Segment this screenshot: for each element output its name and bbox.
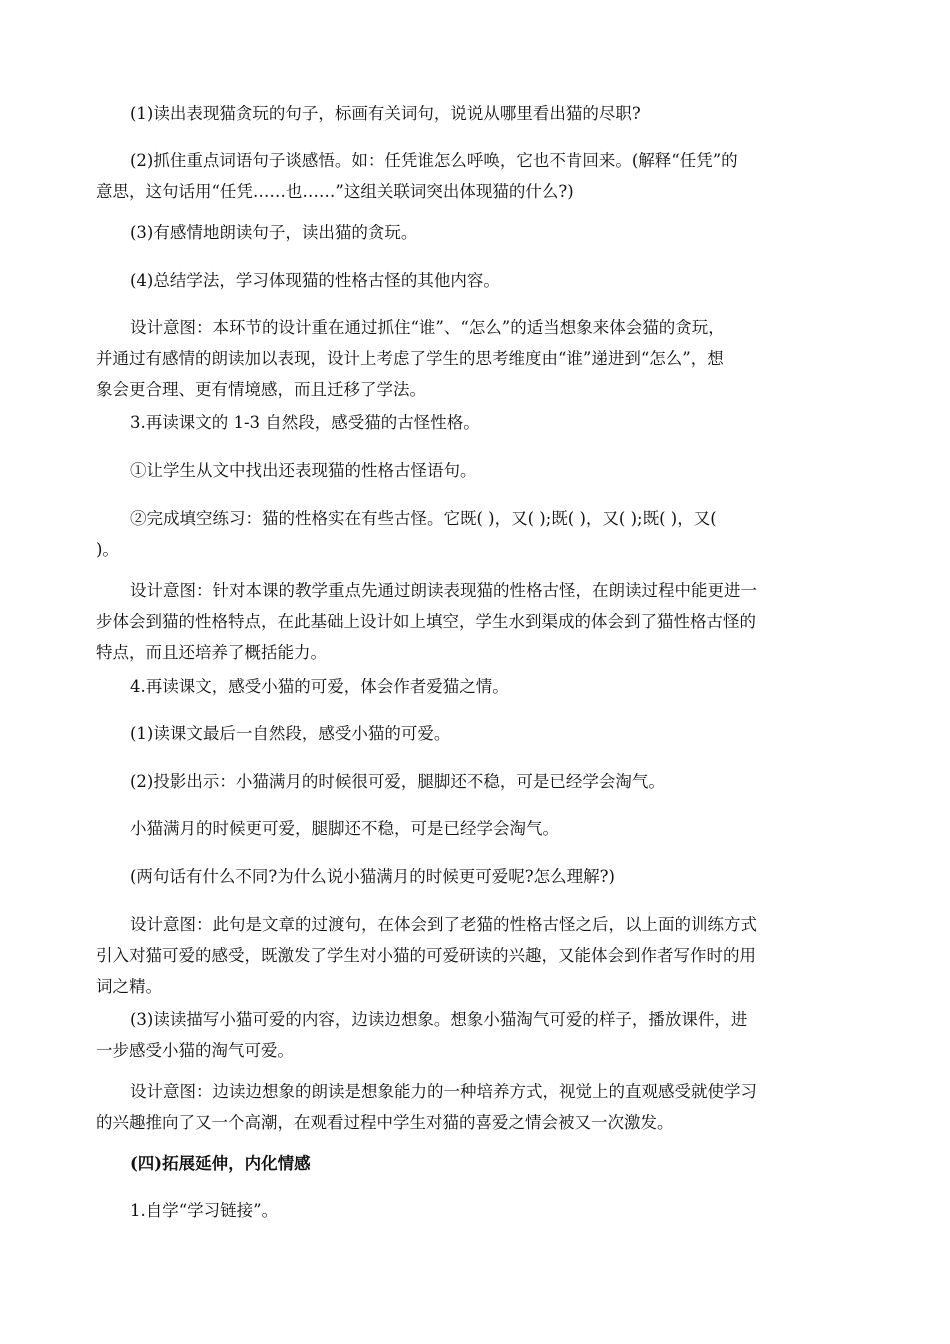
paragraph-11 (96, 718, 856, 749)
text-line: 并通过有感情的朗读加以表现，设计上考虑了学生的思考维度由“谁”递进到“怎么”，想 (96, 349, 724, 368)
section-heading (96, 1148, 856, 1179)
text-line: 意思，这句话用“任凭……也……”这组关联词突出体现猫的什么?) (96, 182, 574, 201)
paragraph-12 (96, 766, 856, 797)
text-line: 的兴趣推向了又一个高潮，在观看过程中学生对猫的喜爱之情会被又一次激发。 (96, 1113, 674, 1132)
paragraph-8 (96, 503, 856, 565)
text-line: (1)读课文最后一自然段，感受小猫的可爱。 (130, 724, 451, 743)
paragraph-5 (96, 312, 856, 405)
paragraph-19 (96, 1195, 856, 1226)
text-line: 1.自学“学习链接”。 (130, 1201, 279, 1220)
text-line: 象会更合理、更有情境感，而且迁移了学法。 (96, 380, 426, 399)
text-line: 设计意图：此句是文章的过渡句，在体会到了老猫的性格古怪之后，以上面的训练方式 (130, 915, 757, 934)
text-line: (2)抓住重点词语句子谈感悟。如：任凭谁怎么呼唤，它也不肯回来。(解释“任凭”的 (130, 151, 738, 170)
paragraph-2 (96, 145, 856, 207)
text-line: 3.再读课文的 1-3 自然段，感受猫的古怪性格。 (130, 413, 480, 432)
paragraph-4 (96, 265, 856, 296)
text-line: 步体会到猫的性格特点，在此基础上设计如上填空，学生水到渠成的体会到了猫性格古怪的 (96, 612, 756, 631)
text-line: 设计意图：边读边想象的朗读是想象能力的一种培养方式，视觉上的直观感受就使学习 (130, 1082, 757, 1101)
text-line: 词之精。 (96, 977, 162, 996)
text-line: 4.再读课文，感受小猫的可爱，体会作者爱猫之情。 (130, 677, 509, 696)
text-line: 小猫满月的时候更可爱，腿脚还不稳，可是已经学会淘气。 (130, 819, 559, 838)
paragraph-7 (96, 455, 856, 486)
paragraph-14 (96, 861, 856, 892)
text-line: )。 (96, 540, 119, 559)
paragraph-16 (96, 1004, 856, 1066)
text-line: 设计意图：针对本课的教学重点先通过朗读表现猫的性格古怪，在朗读过程中能更进一 (130, 581, 757, 600)
text-line: ②完成填空练习：猫的性格实在有些古怪。它既( )，又( );既( )，又( );既( )，又( (130, 509, 717, 528)
text-line: 设计意图：本环节的设计重在通过抓住“谁”、“怎么”的适当想象来体会猫的贪玩， (130, 318, 725, 337)
paragraph-17 (96, 1076, 856, 1138)
paragraph-9 (96, 575, 856, 668)
text-line: (3)读读描写小猫可爱的内容，边读边想象。想象小猫淘气可爱的样子，播放课件，进 (130, 1010, 748, 1029)
text-line: (3)有感情地朗读句子，读出猫的贪玩。 (130, 223, 418, 242)
text-line: (2)投影出示：小猫满月的时候很可爱，腿脚还不稳，可是已经学会淘气。 (130, 772, 665, 791)
text-line: 引入对猫可爱的感受，既激发了学生对小猫的可爱研读的兴趣，又能体会到作者写作时的用 (96, 946, 756, 965)
text-line: (四)拓展延伸，内化情感 (130, 1154, 311, 1173)
text-line: 特点，而且还培养了概括能力。 (96, 643, 327, 662)
paragraph-1 (96, 98, 856, 129)
text-line: (两句话有什么不同?为什么说小猫满月的时候更可爱呢?怎么理解?) (130, 867, 615, 886)
paragraph-3 (96, 217, 856, 248)
text-line: (4)总结学法，学习体现猫的性格古怪的其他内容。 (130, 271, 500, 290)
paragraph-10 (96, 671, 856, 702)
text-line: ①让学生从文中找出还表现猫的性格古怪语句。 (130, 461, 477, 480)
text-line: (1)读出表现猫贪玩的句子，标画有关词句，说说从哪里看出猫的尽职? (130, 104, 641, 123)
text-line: 一步感受小猫的淘气可爱。 (96, 1041, 294, 1060)
paragraph-13 (96, 813, 856, 844)
paragraph-6 (96, 407, 856, 438)
paragraph-15 (96, 909, 856, 1002)
